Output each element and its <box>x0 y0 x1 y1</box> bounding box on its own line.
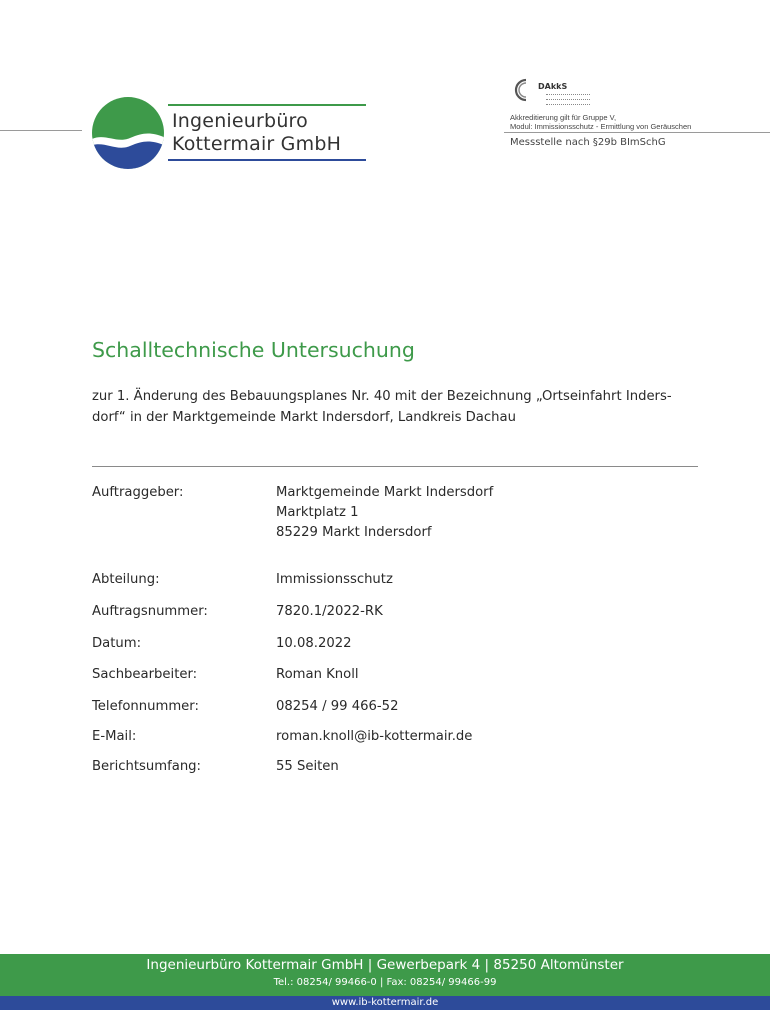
logo-left-rule <box>0 130 82 131</box>
info-value: 08254 / 99 466-52 <box>276 699 399 714</box>
dakks-fine-print <box>546 94 590 96</box>
client-street: Marktplatz 1 <box>276 505 359 520</box>
logo-green-rule <box>168 104 366 106</box>
footer-phone-fax: Tel.: 08254/ 99466-0 | Fax: 08254/ 99466-99 <box>273 977 497 988</box>
info-label: Telefonnummer: <box>92 699 199 714</box>
info-label: Abteilung: <box>92 572 160 587</box>
document-subtitle-line1: zur 1. Änderung des Bebauungsplanes Nr. 40 mit der Bezeichnung „Ortseinfahrt Inders- <box>92 389 672 404</box>
info-value: Roman Knoll <box>276 667 359 682</box>
document-title: Schalltechnische Untersuchung <box>92 338 415 362</box>
info-value: 55 Seiten <box>276 759 339 774</box>
info-value: Immissionsschutz <box>276 572 393 587</box>
messstelle-note: Messstelle nach §29b BImSchG <box>510 137 666 148</box>
accreditation-note <box>510 114 691 131</box>
accreditation-line2: Modul: Immissionsschutz - Ermittlung von Geräuschen <box>510 121 692 131</box>
info-label: Datum: <box>92 636 142 651</box>
info-label: E-Mail: <box>92 729 137 744</box>
dakks-fine-print <box>546 99 590 101</box>
footer-address: Ingenieurbüro Kottermair GmbH | Gewerbepark 4 | 85250 Altomünster <box>146 957 624 973</box>
info-value <box>276 483 493 543</box>
company-name <box>172 110 341 156</box>
info-label: Berichtsumfang: <box>92 759 201 774</box>
info-label: Sachbearbeiter: <box>92 667 198 682</box>
company-name-line1: Ingenieurbüro <box>172 110 308 132</box>
info-value: 10.08.2022 <box>276 636 352 651</box>
company-name-line2: Kottermair GmbH <box>172 133 342 155</box>
client-name: Marktgemeinde Markt Indersdorf <box>276 485 494 500</box>
section-divider <box>92 466 698 467</box>
footer-website-link[interactable]: www.ib-kottermair.de <box>331 997 439 1008</box>
wave-globe-logo-icon <box>90 96 166 170</box>
dakks-badge-text: DAkkS <box>538 82 568 91</box>
info-value: 7820.1/2022-RK <box>276 604 383 619</box>
dakks-badge-icon <box>514 78 538 104</box>
footer-web-band <box>0 996 770 1010</box>
email-link[interactable]: roman.knoll@ib-kottermair.de <box>276 729 473 744</box>
accreditation-rule <box>504 132 770 133</box>
client-city: 85229 Markt Indersdorf <box>276 525 432 540</box>
accreditation-line1: Akkreditierung gilt für Gruppe V, <box>510 113 617 122</box>
dakks-fine-print <box>546 104 590 106</box>
dakks-badge <box>514 76 594 112</box>
footer-contact-band <box>0 954 770 996</box>
info-label: Auftraggeber: <box>92 485 184 500</box>
info-label: Auftragsnummer: <box>92 604 208 619</box>
document-subtitle <box>92 386 702 428</box>
company-logo <box>0 96 370 170</box>
logo-blue-rule <box>168 159 366 161</box>
document-subtitle-line2: dorf“ in der Marktgemeinde Markt Indersdorf, Landkreis Dachau <box>92 410 516 425</box>
